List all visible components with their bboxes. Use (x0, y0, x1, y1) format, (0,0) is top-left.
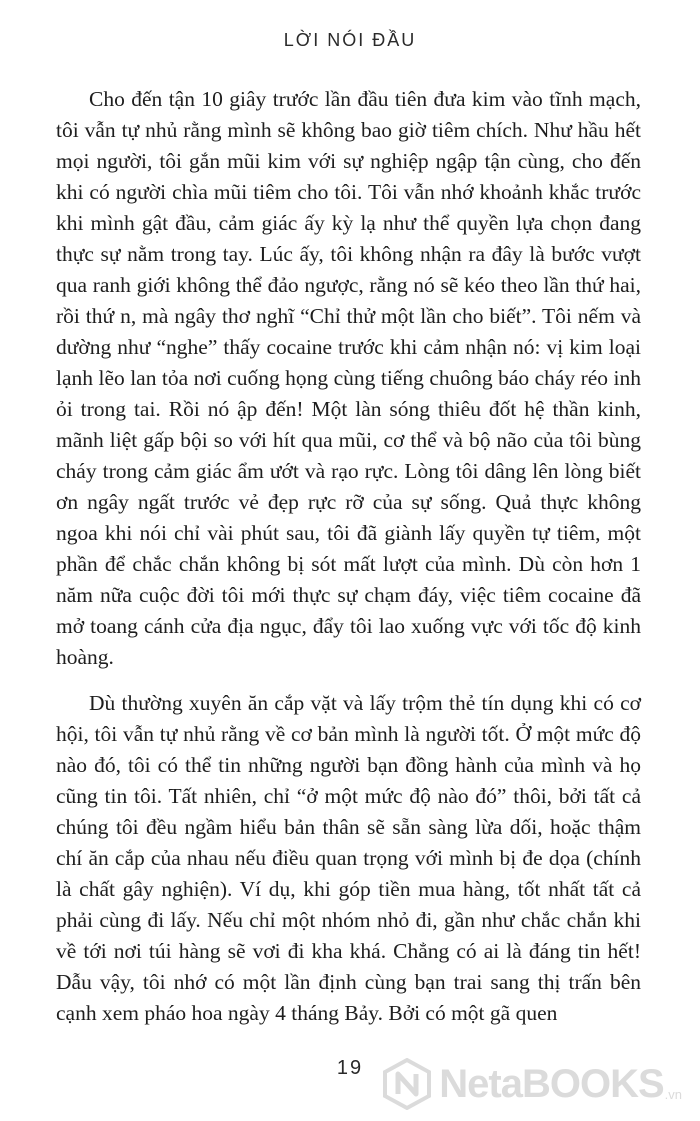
netabooks-logo-icon (381, 1058, 433, 1110)
paragraph-2: Dù thường xuyên ăn cắp vặt và lấy trộm thẻ tín dụng khi có cơ hội, tôi vẫn tự nhủ rằng về cơ bản mình là người tốt. Ở một mức độ nào đó, tôi có thể tin những người bạn đồng hành của mình và họ cũng tin tôi. Tất nhiên, chỉ “ở một mức độ nào đó” thôi, bởi tất cả chúng tôi đều ngầm hiểu bản thân sẽ sẵn sàng lừa dối, hoặc thậm chí ăn cắp của nhau nếu điều quan trọng với mình bị đe dọa (chính là chất gây nghiện). Ví dụ, khi góp tiền mua hàng, tốt nhất tất cả phải cùng đi lấy. Nếu chỉ một nhóm nhỏ đi, gần như chắc chắn khi về tới nơi túi hàng sẽ vơi đi kha khá. Chẳng có ai là đáng tin hết! Dẫu vậy, tôi nhớ có một lần định cùng bạn trai sang thị trấn bên cạnh xem pháo hoa ngày 4 tháng Bảy. Bởi có một gã quen (56, 691, 641, 1025)
page-number: 19 (336, 1057, 364, 1079)
paragraph-1: Cho đến tận 10 giây trước lần đầu tiên đưa kim vào tĩnh mạch, tôi vẫn tự nhủ rằng mình sẽ không bao giờ tiêm chích. Như hầu hết mọi người, tôi gắn mũi kim với sự nghiệp ngập tận cùng, cho đến khi có người chìa mũi tiêm cho tôi. Tôi vẫn nhớ khoảnh khắc trước khi mình gật đầu, cảm giác ấy kỳ lạ như thể quyền lựa chọn đang thực sự nằm trong tay. Lúc ấy, tôi không nhận ra đây là bước vượt qua ranh giới không thể đảo ngược, rằng nó sẽ kéo theo lần thứ hai, rồi thứ n, mà ngây thơ nghĩ “Chỉ thử một lần cho biết”. Tôi nếm và dường như “nghe” thấy cocaine trước khi cảm nhận nó: vị kim loại lạnh lẽo lan tỏa nơi cuống họng cùng tiếng chuông báo cháy réo inh ỏi trong tai. Rồi nó ập đến! Một làn sóng thiêu đốt hệ thần kinh, mãnh liệt gấp bội so với hít qua mũi, cơ thể và bộ não của tôi bùng cháy trong cảm giác ẩm ướt và rạo rực. Lòng tôi dâng lên lòng biết ơn ngây ngất trước vẻ đẹp rực rỡ của sự sống. Quả thực không ngoa khi nói chỉ vài phút sau, tôi đã giành lấy quyền tự tiêm, một phần để chắc chắn không bị sót mất lượt của mình. Dù còn hơn 1 năm nữa cuộc đời tôi mới thực sự chạm đáy, việc tiêm cocaine đã mở toang cánh cửa địa ngục, đẩy tôi lao xuống vực với tốc độ kinh hoàng. (56, 87, 641, 669)
body-text (56, 84, 641, 1029)
watermark-brand: NetaBOOKS (439, 1061, 664, 1106)
netabooks-watermark (381, 1058, 682, 1110)
watermark-suffix: .vn (664, 1087, 682, 1102)
running-header: LỜI NÓI ĐẦU (283, 30, 417, 50)
